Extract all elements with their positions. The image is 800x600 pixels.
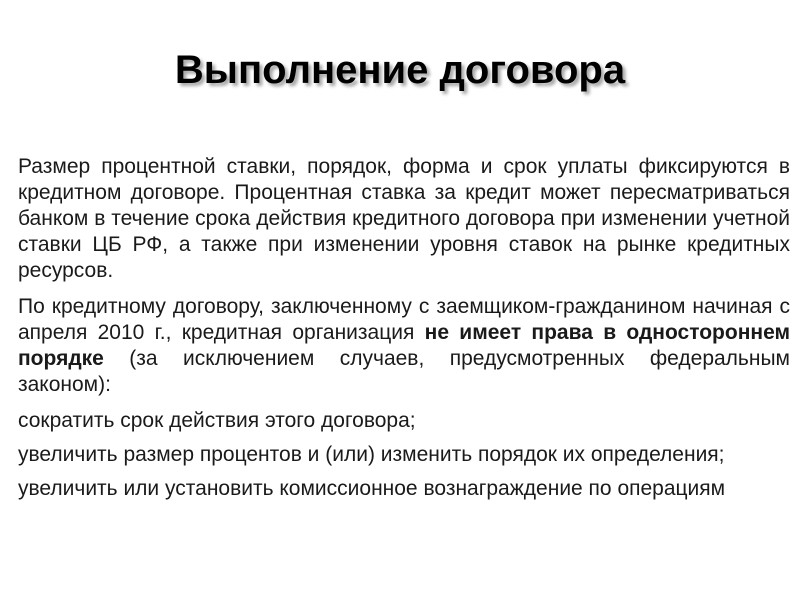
slide-title: Выполнение договора (174, 48, 626, 92)
paragraph-interest-rate: Размер процентной ставки, порядок, форма и срок уплаты фиксируются в кредитном договоре. Процентная ставка за кредит может пересматриваться банком в течение срока действия кредитного договора при изменении учетной ставки ЦБ РФ, а также при изменении уровня ставок на рынке кредитных ресурсов. (18, 155, 790, 282)
list-item-increase-interest: увеличить размер процентов и (или) изменить порядок их определения; (18, 443, 725, 466)
paragraph-2-text-end: (за исключением случаев, предусмотренных федеральным законом): (18, 347, 790, 396)
paragraph-2-text-start: По кредитному договору, заключенному с заемщиком-гражданином начиная с апреля 2010 г., кредитная организация (18, 295, 790, 344)
list-item-commission: увеличить или установить комиссионное вознаграждение по операциям (18, 477, 726, 500)
paragraph-consumer-credit (18, 294, 790, 398)
list-item-shorten-term: сократить срок действия этого договора; (18, 409, 416, 432)
slide-body (18, 154, 790, 510)
paragraph-2-bold-text: не имеет права в одностороннем порядке (18, 321, 791, 370)
